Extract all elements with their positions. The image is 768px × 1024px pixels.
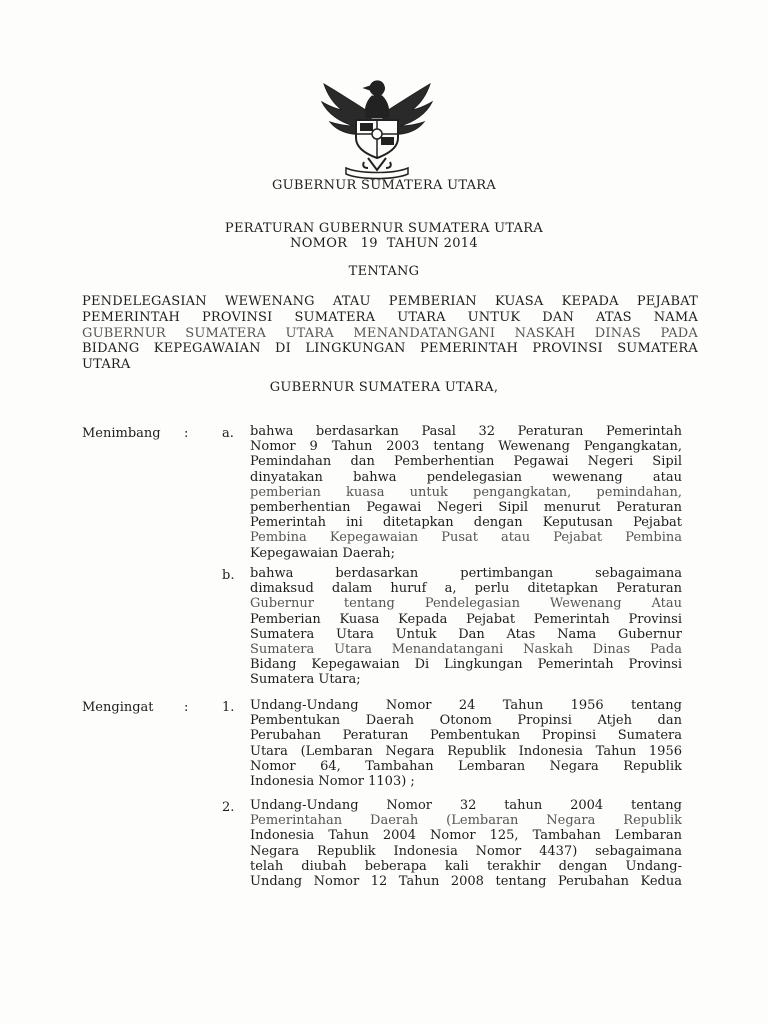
item-marker: 1. (222, 700, 235, 715)
paragraph-line: Undang-Undang Nomor 24 Tahun 1956 tentang (250, 698, 682, 713)
subject-line: BIDANG KEPEGAWAIAN DI LINGKUNGAN PEMERINTAH PROVINSI SUMATERA (82, 341, 698, 357)
tentang-heading: TENTANG (348, 264, 420, 279)
regulation-subject (82, 294, 698, 373)
mengingat-item-2 (250, 798, 682, 889)
paragraph-line: Undang Nomor 12 Tahun 2008 tentang Perubahan Kedua (250, 874, 682, 890)
mengingat-label: Mengingat (82, 700, 154, 715)
paragraph-line: bahwa berdasarkan Pasal 32 Peraturan Pemerintah (250, 424, 682, 439)
paragraph-line: pemberian kuasa untuk pengangkatan, pemindahan, (250, 484, 682, 500)
paragraph-line: Pembentukan Daerah Otonom Propinsi Atjeh dan (250, 713, 682, 729)
paragraph-line: Negara Republik Indonesia Nomor 4437) sebagaimana (250, 843, 682, 859)
menimbang-label: Menimbang (82, 426, 161, 441)
paragraph-line: Sumatera Utara; (250, 672, 361, 688)
subject-line: PEMERINTAH PROVINSI SUMATERA UTARA UNTUK DAN ATAS NAMA (82, 309, 698, 325)
mengingat-colon: : (184, 700, 189, 715)
paragraph-line: Pemindahan dan Pemberhentian Pegawai Negeri Sipil (250, 454, 682, 470)
garuda-emblem-icon (316, 74, 438, 180)
paragraph-line: bahwa berdasarkan pertimbangan sebagaimana (250, 566, 682, 581)
paragraph-line: Pemberian Kuasa Kepada Pejabat Pemerintah Provinsi (250, 611, 682, 627)
paragraph-line: Sumatera Utara Menandatangani Naskah Dinas Pada (250, 642, 682, 658)
paragraph-line: Undang-Undang Nomor 32 tahun 2004 tentang (250, 798, 682, 813)
regulation-number (0, 236, 768, 251)
nomor-value: 19 (360, 236, 378, 251)
paragraph-line: Kepegawaian Daerah; (250, 545, 396, 561)
menimbang-item-a (250, 424, 682, 561)
subject-line: UTARA (82, 357, 131, 373)
paragraph-line: telah diubah beberapa kali terakhir dengan Undang- (250, 858, 682, 874)
paragraph-line: Indonesia Nomor 1103) ; (250, 774, 415, 790)
menimbang-colon: : (184, 426, 189, 441)
paragraph-line: Nomor 9 Tahun 2003 tentang Wewenang Pengangkatan, (250, 439, 682, 455)
item-marker: 2. (222, 800, 235, 815)
paragraph-line: Sumatera Utara Untuk Dan Atas Nama Gubernur (250, 626, 682, 642)
item-marker: a. (222, 426, 234, 441)
tahun-value: 2014 (443, 236, 478, 251)
paragraph-line: Utara (Lembaran Negara Republik Indonesia Tahun 1956 (250, 743, 682, 759)
tahun-label: TAHUN (386, 236, 440, 251)
paragraph-line: Nomor 64, Tambahan Lembaran Negara Republik (250, 758, 682, 774)
paragraph-line: dinyatakan bahwa pendelegasian wewenang atau (250, 469, 682, 485)
paragraph-line: Perubahan Peraturan Pembentukan Propinsi Sumatera (250, 728, 682, 744)
regulation-title: PERATURAN GUBERNUR SUMATERA UTARA (224, 221, 544, 236)
mengingat-item-1 (250, 698, 682, 789)
menimbang-item-b (250, 566, 682, 688)
paragraph-line: dimaksud dalam huruf a, perlu ditetapkan Peraturan (250, 581, 682, 597)
paragraph-line: Pemerintahan Daerah (Lembaran Negara Republik (250, 813, 682, 829)
item-marker: b. (222, 568, 235, 583)
paragraph-line: Indonesia Tahun 2004 Nomor 125, Tambahan Lembaran (250, 828, 682, 844)
subject-line: GUBERNUR SUMATERA UTARA MENANDATANGANI NASKAH DINAS PADA (82, 325, 698, 341)
nomor-label: NOMOR (290, 236, 348, 251)
governor-heading: GUBERNUR SUMATERA UTARA, (269, 380, 499, 395)
paragraph-line: Pembina Kepegawaian Pusat atau Pejabat Pembina (250, 530, 682, 546)
paragraph-line: Bidang Kepegawaian Di Lingkungan Pemerintah Provinsi (250, 657, 682, 673)
paragraph-line: pemberhentian Pegawai Negeri Sipil menurut Peraturan (250, 500, 682, 516)
paragraph-line: Gubernur tentang Pendelegasian Wewenang Atau (250, 596, 682, 612)
paragraph-line: Pemerintah ini ditetapkan dengan Keputusan Pejabat (250, 515, 682, 531)
subject-line: PENDELEGASIAN WEWENANG ATAU PEMBERIAN KUASA KEPADA PEJABAT (82, 294, 698, 309)
issuing-authority: GUBERNUR SUMATERA UTARA (271, 178, 497, 193)
